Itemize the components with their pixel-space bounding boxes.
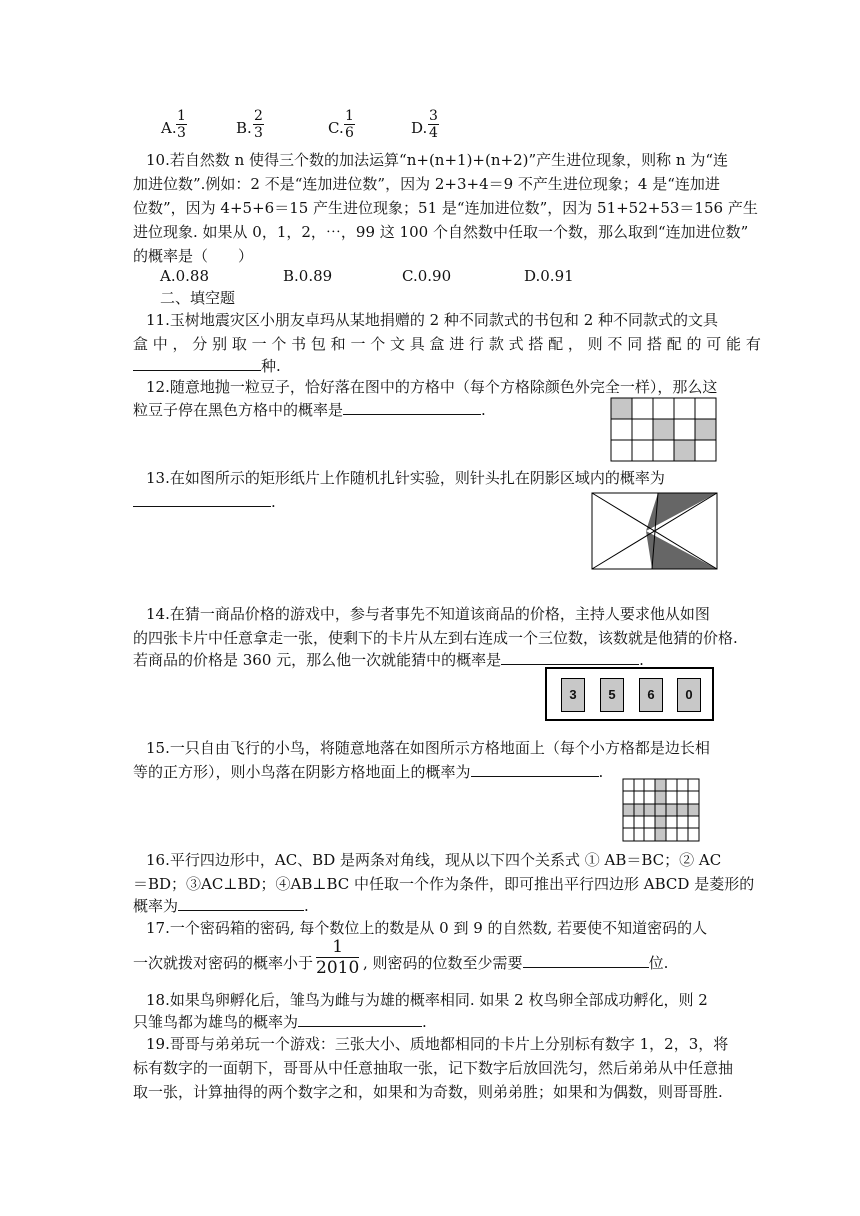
q9-option-d-fraction — [428, 108, 439, 141]
q11-line-3 — [133, 356, 281, 376]
q17-line-2 — [133, 953, 668, 973]
q16-answer-blank[interactable] — [178, 910, 304, 911]
q12-line-2 — [133, 400, 486, 420]
q10-option-d: D.0.91 — [524, 267, 574, 285]
denominator: 3 — [177, 125, 186, 141]
q14-cards-figure — [545, 667, 714, 721]
q17-fraction — [316, 937, 359, 978]
card-0: 0 — [677, 678, 701, 712]
q19-line-1: 19.哥哥与弟弟玩一个游戏：三张大小、质地都相同的卡片上分别标有数字 1，2，3，将 — [146, 1035, 729, 1053]
q19-line-3: 取一张，计算抽得的两个数字之和，如果和为奇数，则弟弟胜；如果和为偶数，则哥哥胜. — [133, 1083, 723, 1101]
q18-prefix: 只雏鸟都为雄鸟的概率为 — [133, 1013, 299, 1031]
q10-line-1: 10.若自然数 n 使得三个数的加法运算“n+(n+1)+(n+2)”产生进位现象，则称 n 为“连 — [146, 151, 729, 169]
q15-grid-figure — [622, 778, 700, 842]
numerator: 1 — [177, 108, 186, 124]
q17-suffix: 位. — [648, 954, 669, 972]
q16-line-3 — [133, 896, 309, 916]
q13-line-1: 13.在如图所示的矩形纸片上作随机扎针实验，则针头扎在阴影区域内的概率为 — [146, 469, 665, 487]
numerator: 3 — [429, 108, 438, 124]
q15-prefix: 等的正方形），则小鸟落在阴影方格地面上的概率为 — [133, 763, 471, 781]
q17-line-1: 17.一个密码箱的密码, 每个数位上的数是从 0 到 9 的自然数, 若要使不知道密码的人 — [146, 919, 708, 937]
q13-line-2 — [133, 492, 276, 512]
q17-prefix: 一次就拨对密码的概率小于 — [133, 954, 314, 972]
q15-line-1: 15.一只自由飞行的小鸟，将随意地落在如图所示方格地面上（每个小方格都是边长相 — [146, 739, 710, 757]
q12-suffix: . — [481, 401, 486, 419]
q11-line-1: 11.玉树地震灾区小朋友卓玛从某地捐赠的 2 种不同款式的书包和 2 种不同款式的文具 — [146, 311, 719, 329]
q10-line-3: 位数”，因为 4+5+6＝15 产生进位现象；51 是“连加进位数”，因为 51+52+53＝156 产生 — [133, 199, 758, 217]
q10-line-2: 加进位数”.例如：2 不是“连加进位数”，因为 2+3+4＝9 不产生进位现象；4 是“连加进 — [133, 175, 720, 193]
q13-rectangle-figure — [591, 492, 718, 571]
q17-mid: , 则密码的位数至少需要 — [363, 954, 523, 972]
q12-grid-figure — [610, 397, 717, 463]
q12-line-1: 12.随意地抛一粒豆子，恰好落在图中的方格中（每个方格除颜色外完全一样），那么这 — [146, 378, 718, 396]
q15-answer-blank[interactable] — [471, 776, 599, 777]
q9-option-d-label: D. — [411, 119, 428, 137]
denominator: 4 — [429, 125, 438, 141]
q14-prefix: 若商品的价格是 360 元，那么他一次就能猜中的概率是 — [133, 651, 502, 669]
q19-line-2: 标有数字的一面朝下，哥哥从中任意抽取一张，记下数字后放回洗匀，然后弟弟从中任意抽 — [133, 1059, 734, 1077]
q10-option-a: A.0.88 — [160, 267, 209, 285]
q14-suffix: . — [639, 651, 644, 669]
shaded-square — [653, 419, 674, 440]
q11-line-2: 盒 中 ， 分 别 取 一 个 书 包 和 一 个 文 具 盒 进 行 款 式 搭 配 ， 则 不 同 搭 配 的 可 能 有 — [133, 335, 761, 353]
denominator: 6 — [345, 125, 354, 141]
q10-line-5: 的概率是（ ） — [133, 247, 254, 265]
q12-answer-blank[interactable] — [343, 414, 481, 415]
q13-suffix: . — [271, 493, 276, 511]
shaded-triangle-bottom — [646, 531, 717, 569]
card-3: 3 — [561, 678, 585, 712]
numerator: 1 — [345, 108, 354, 124]
q9-option-a-label: A. — [161, 119, 177, 137]
q18-answer-blank[interactable] — [298, 1026, 422, 1027]
numerator: 1 — [316, 937, 359, 958]
q14-answer-blank[interactable] — [501, 664, 639, 665]
card-5: 5 — [600, 678, 624, 712]
q9-option-a-fraction — [176, 108, 187, 141]
q17-answer-blank[interactable] — [523, 967, 649, 968]
q18-line-1: 18.如果鸟卵孵化后，雏鸟为雌与为雄的概率相同. 如果 2 枚鸟卵全部成功孵化，则 2 — [146, 991, 708, 1009]
q10-option-c: C.0.90 — [402, 267, 452, 285]
q14-line-2: 的四张卡片中任意拿走一张，使剩下的卡片从左到右连成一个三位数，该数就是他猜的价格. — [133, 629, 738, 647]
section-title-fill-in: 二、填空题 — [160, 289, 236, 307]
q13-answer-blank[interactable] — [133, 506, 271, 507]
q18-suffix: . — [422, 1013, 427, 1031]
numerator: 2 — [254, 108, 263, 124]
q10-option-b: B.0.89 — [283, 267, 333, 285]
shaded-square — [695, 419, 716, 440]
q9-option-b-fraction — [253, 108, 264, 141]
q18-line-2 — [133, 1012, 427, 1032]
denominator: 2010 — [316, 958, 360, 978]
shaded-square — [611, 398, 632, 419]
q16-prefix: 概率为 — [133, 897, 179, 915]
q12-prefix: 粒豆子停在黑色方格中的概率是 — [133, 401, 344, 419]
card-6: 6 — [639, 678, 663, 712]
q9-option-c-fraction — [344, 108, 355, 141]
q16-line-2: ＝BD；③AC⊥BD；④AB⊥BC 中任取一个作为条件，即可推出平行四边形 ABCD 是菱形的 — [133, 875, 755, 893]
q16-suffix: . — [304, 897, 309, 915]
q14-line-1: 14.在猜一商品价格的游戏中，参与者事先不知道该商品的价格，主持人要求他从如图 — [146, 605, 710, 623]
q15-line-2 — [133, 762, 603, 782]
q10-line-4: 进位现象. 如果从 0，1，2，⋯，99 这 100 个自然数中任取一个数，那么取到“连加进位数” — [133, 223, 749, 241]
q15-suffix: . — [598, 763, 604, 781]
q11-suffix: 种. — [261, 357, 281, 375]
q9-option-c-label: C. — [328, 119, 344, 137]
denominator: 3 — [254, 125, 263, 141]
q9-option-b-label: B. — [236, 119, 252, 137]
q16-line-1: 16.平行四边形中，AC、BD 是两条对角线，现从以下四个关系式 ① AB＝BC；② AC — [146, 851, 722, 869]
shaded-square — [674, 440, 695, 461]
q11-answer-blank[interactable] — [133, 370, 261, 371]
